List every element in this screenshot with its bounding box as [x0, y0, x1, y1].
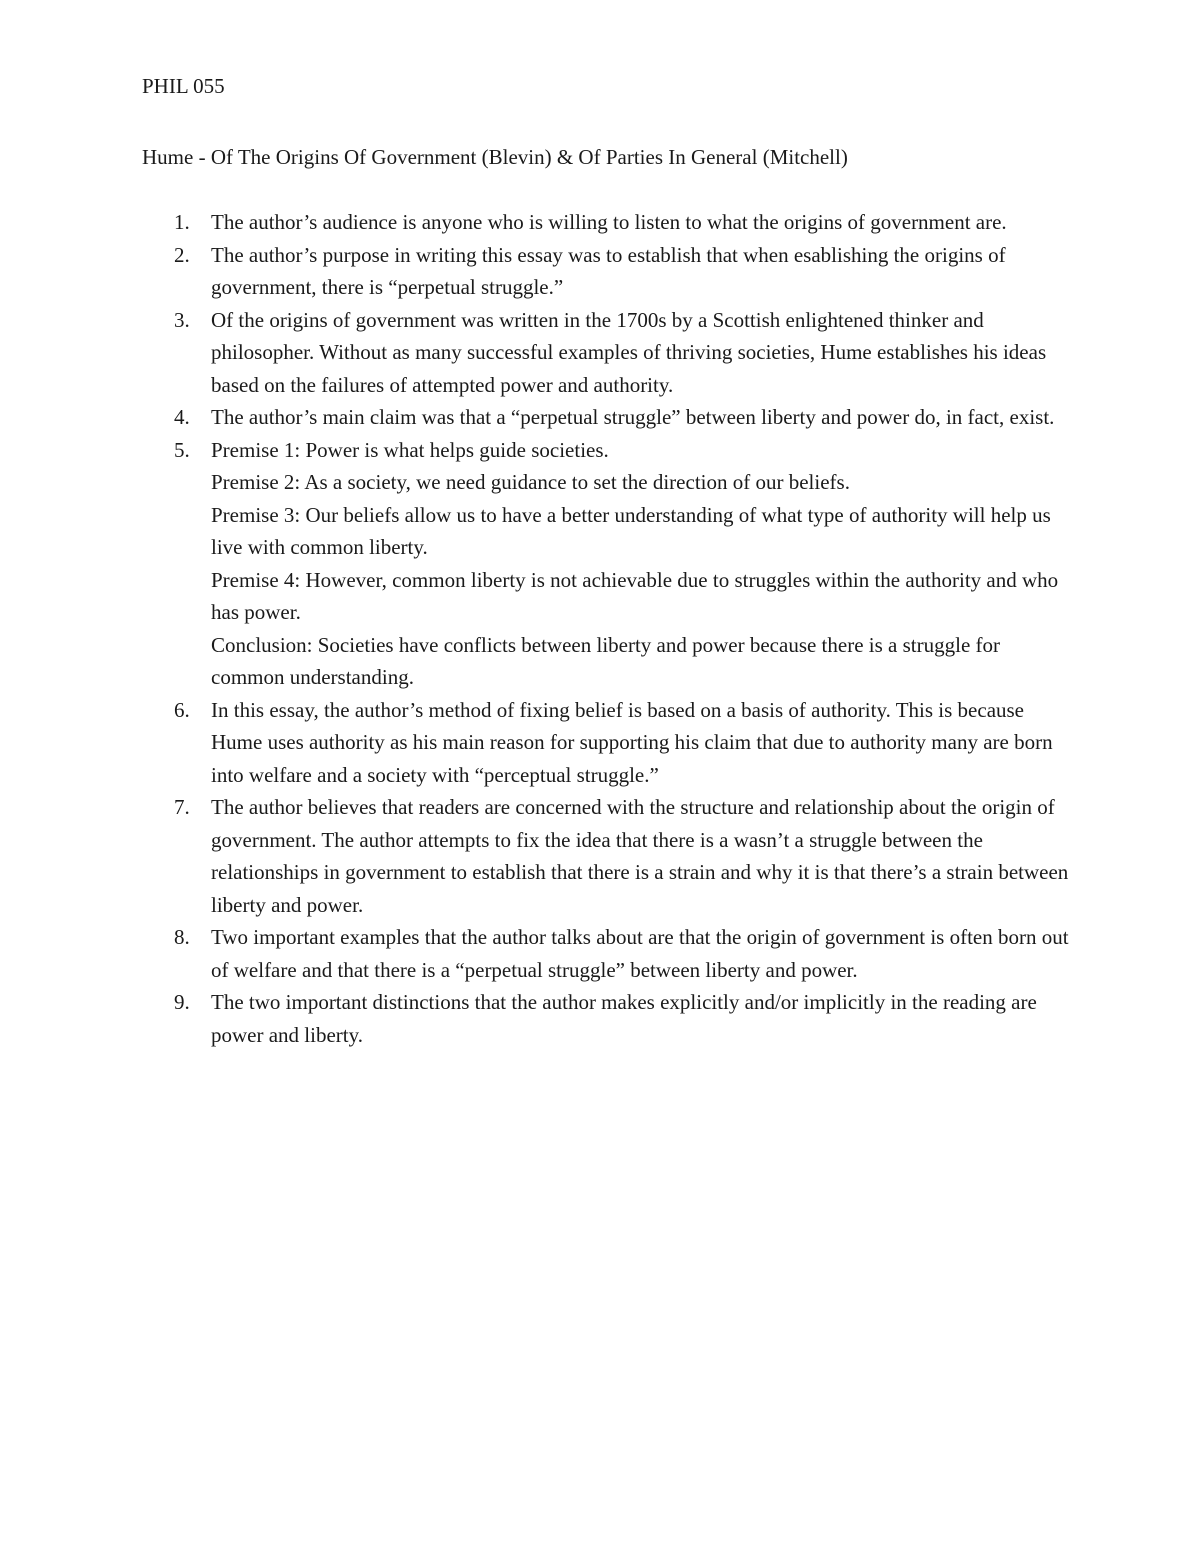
list-item-text: Two important examples that the author talks about are that the origin of government is often born out of welfare and that there is a “perpetual struggle” between liberty and power. — [211, 925, 1069, 982]
list-item — [0, 986, 1071, 1051]
list-item-number: 4. — [174, 405, 190, 429]
list-item-text: The author believes that readers are concerned with the structure and relationship about the origin of government. The author attempts to fix the idea that there is a wasn’t a struggle between the relationships in government to establish that there is a strain and why it is that there’s a strain between liberty and power. — [211, 795, 1069, 917]
list-item-text: Conclusion: Societies have conflicts between liberty and power because there is a struggle for common understanding. — [211, 632, 1000, 689]
list-item-text: Premise 4: However, common liberty is not achievable due to struggles within the authority and who has power. — [211, 567, 1059, 624]
list-item-number: 8. — [174, 925, 190, 949]
list-item-number: 3. — [174, 307, 190, 332]
list-item — [0, 694, 1071, 792]
list-item-text: The author’s audience is anyone who is willing to listen to what the origins of government are. — [211, 210, 1007, 234]
numbered-list — [0, 206, 1200, 1051]
list-item-text: In this essay, the author’s method of fixing belief is based on a basis of authority. This is because Hume uses authority as his main reason for supporting his claim that due to authority many are born into welfare and a society with “perceptual struggle.” — [211, 697, 1053, 787]
list-item-text: Of the origins of government was written in the 1700s by a Scottish enlightened thinker and philosopher. Without as many successful examples of thriving societies, Hume establishes his ideas based on the failures of attempted power and authority. — [211, 307, 1047, 397]
list-item — [0, 401, 1071, 434]
list-item — [0, 206, 1071, 239]
document-title: Hume - Of The Origins Of Government (Blevin) & Of Parties In General (Mitchell) — [142, 145, 848, 169]
list-item — [0, 921, 1071, 986]
list-item — [0, 434, 1071, 694]
list-item-number: 1. — [174, 210, 190, 234]
list-item-number: 6. — [174, 697, 190, 722]
list-item-text: Premise 1: Power is what helps guide societies. — [211, 437, 609, 462]
list-item-number: 5. — [174, 437, 190, 462]
list-item-number: 7. — [174, 795, 190, 819]
list-item — [0, 239, 1071, 304]
list-item — [0, 304, 1071, 402]
list-item-text: The two important distinctions that the author makes explicitly and/or implicitly in the reading are power and liberty. — [211, 990, 1037, 1047]
list-item-number: 2. — [174, 242, 190, 267]
list-item-text: Premise 3: Our beliefs allow us to have a better understanding of what type of authority will help us live with common liberty. — [211, 502, 1051, 559]
list-item-text: Premise 2: As a society, we need guidance to set the direction of our beliefs. — [211, 470, 850, 494]
list-item — [0, 791, 1071, 921]
list-item-text: The author’s purpose in writing this essay was to establish that when esablishing the origins of government, there is “perpetual struggle.” — [211, 242, 1006, 299]
list-item-number: 9. — [174, 990, 190, 1014]
list-item-text: The author’s main claim was that a “perpetual struggle” between liberty and power do, in fact, exist. — [211, 405, 1055, 429]
course-code: PHIL 055 — [142, 74, 225, 98]
